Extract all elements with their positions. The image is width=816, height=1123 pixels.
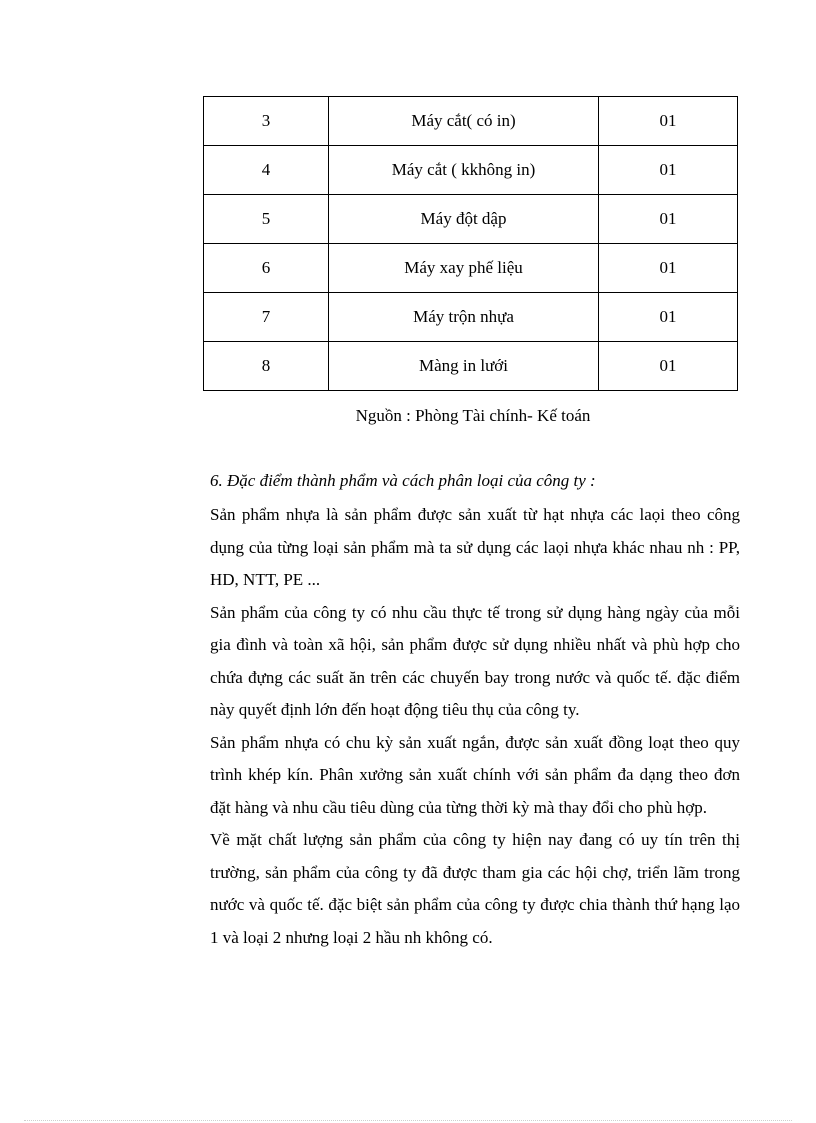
table-row [204,342,738,391]
section-body [210,499,740,954]
table-row [204,97,738,146]
row-number: 4 [204,146,329,195]
table-row [204,293,738,342]
equipment-quantity: 01 [599,97,738,146]
equipment-name: Máy xay phế liệu [329,244,599,293]
equipment-name: Máy cắt( có in) [329,97,599,146]
paragraph: Về mặt chất lượng sản phẩm của công ty hiện nay đang có uy tín trên thị trường, sản phẩm của công ty đã được tham gia các hội chợ, triển lãm trong nước và quốc tế. đặc biệt sản phẩm của công ty được chia thành thứ hạng lạo 1 và loại 2 nhưng loại 2 hầu nh không có. [210,830,740,947]
row-number: 5 [204,195,329,244]
row-number: 7 [204,293,329,342]
equipment-table [203,96,738,391]
row-number: 8 [204,342,329,391]
paragraph: Sản phẩm của công ty có nhu cầu thực tế trong sử dụng hàng ngày của mỗi gia đình và toàn xã hội, sản phẩm được sử dụng nhiều nhất và phù hợp cho chứa đựng các suất ăn trên các chuyến bay trong nước và quốc tế. đặc điểm này quyết định lớn đến hoạt động tiêu thụ của công ty. [210,602,740,719]
equipment-name: Màng in lưới [329,342,599,391]
equipment-quantity: 01 [599,244,738,293]
equipment-quantity: 01 [599,195,738,244]
table-row [204,195,738,244]
equipment-name: Máy đột dập [329,195,599,244]
row-number: 6 [204,244,329,293]
equipment-quantity: 01 [599,146,738,195]
equipment-quantity: 01 [599,293,738,342]
paragraph: Sản phẩm nhựa là sản phẩm được sản xuất từ hạt nhựa các laọi theo công dụng của từng loại sản phẩm mà ta sử dụng các laọi nhựa khác nhau nh : PP, HD, NTT, PE ... [210,505,740,589]
paragraph: Sản phẩm nhựa có chu kỳ sản xuất ngắn, được sản xuất đồng loạt theo quy trình khép kín. Phân xưởng sản xuất chính với sản phẩm đa dạng theo đơn đặt hàng và nhu cầu tiêu dùng của từng thời kỳ mà thay đổi cho phù hợp. [210,732,740,817]
table-row [204,244,738,293]
equipment-quantity: 01 [599,342,738,391]
equipment-name: Máy cắt ( kkhông in) [329,146,599,195]
table-row [204,146,738,195]
page-bottom-divider [24,1120,792,1121]
section-heading: 6. Đặc điểm thành phẩm và cách phân loại của công ty : [210,471,596,490]
source-note: Nguồn : Phòng Tài chính- Kế toán [355,406,591,425]
equipment-name: Máy trộn nhựa [329,293,599,342]
row-number: 3 [204,97,329,146]
